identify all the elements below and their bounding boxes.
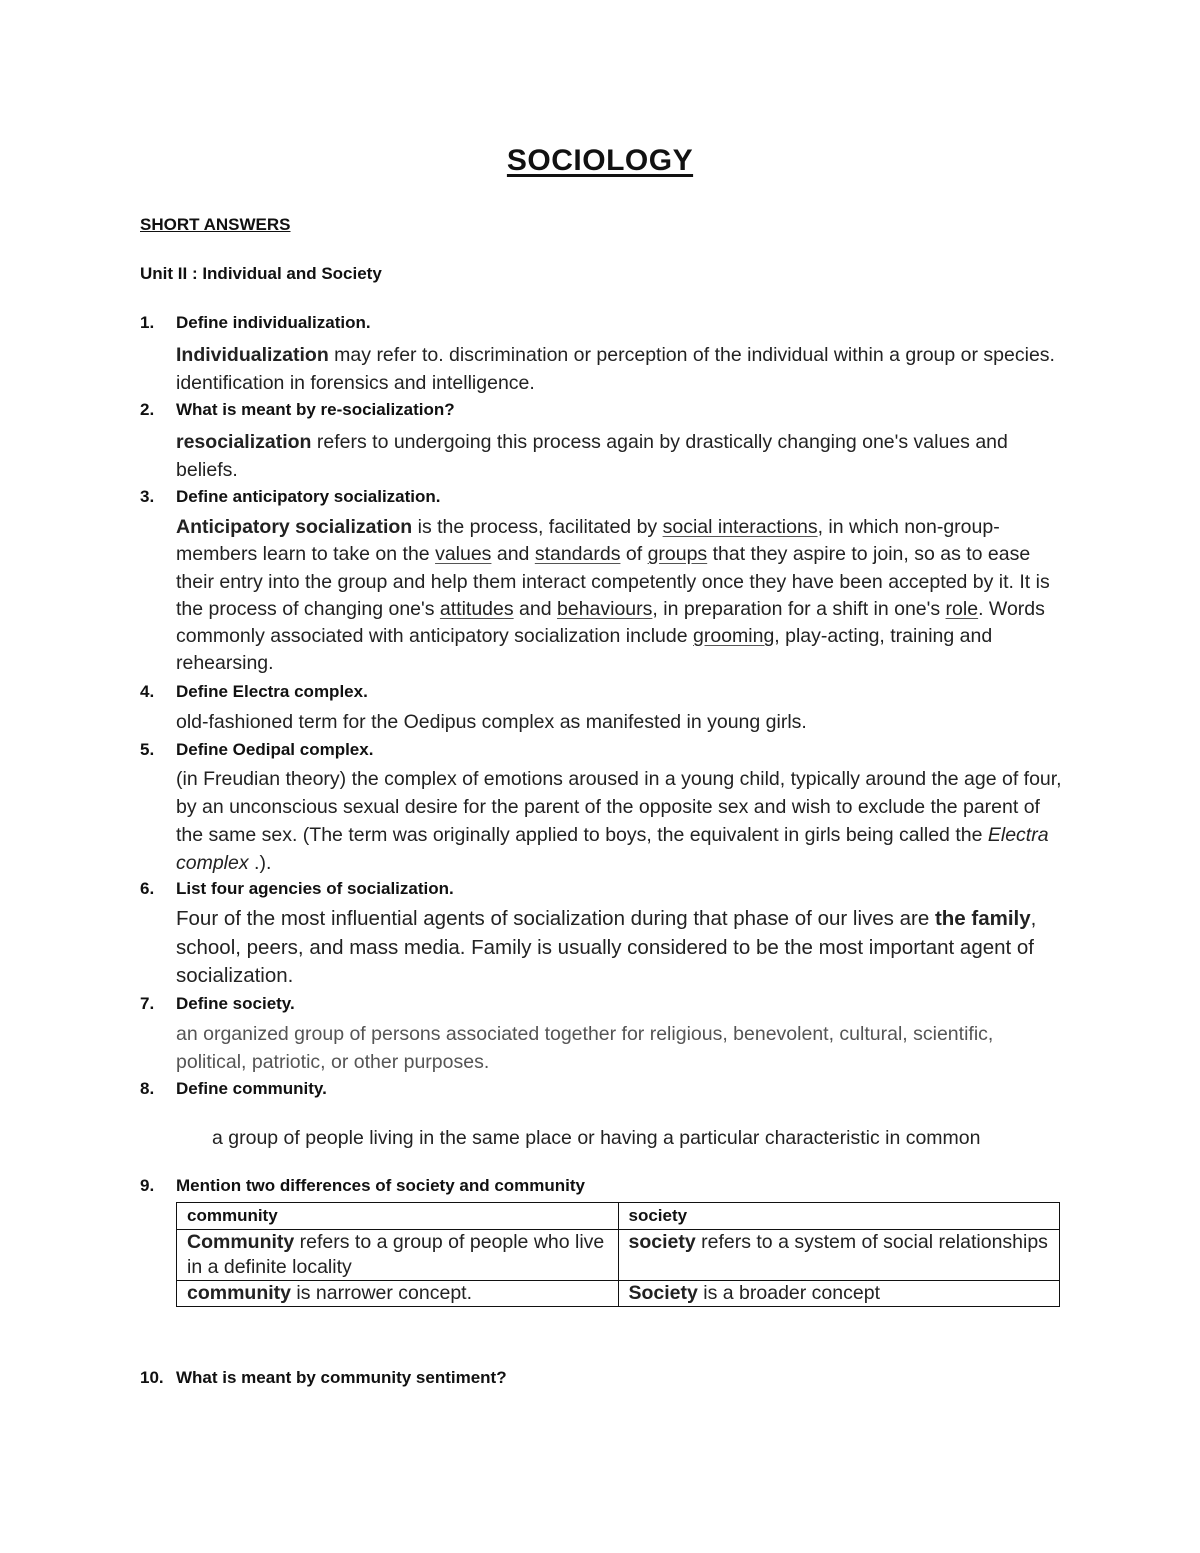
question-number: 3. <box>140 487 155 506</box>
cell-text: refers to a group of people who live in a definite locality <box>187 1231 605 1278</box>
question-number: 2. <box>140 400 155 419</box>
table-header-cell: community <box>177 1203 619 1230</box>
link-standards[interactable]: standards <box>534 543 621 566</box>
question-number: 8. <box>140 1079 155 1098</box>
page-title: SOCIOLOGY <box>506 144 694 177</box>
table-row <box>177 1281 1060 1307</box>
question-1 <box>140 313 371 333</box>
link-social-interactions[interactable]: social interactions <box>662 516 818 538</box>
question-number: 10. <box>140 1368 164 1387</box>
question-number: 6. <box>140 879 155 898</box>
table-cell <box>618 1230 1060 1281</box>
answer-text: may refer to. discrimination or perception of the individual within a group or species. identification in forensics and intelligence. <box>176 344 1055 394</box>
table-row <box>177 1230 1060 1281</box>
question-6 <box>140 879 454 899</box>
question-number: 9. <box>140 1176 155 1195</box>
answer-text: , in preparation for a shift in one's <box>652 597 946 620</box>
cell-term: community <box>187 1282 292 1304</box>
answer-term: Anticipatory socialization <box>176 516 413 538</box>
link-behaviours[interactable]: behaviours <box>557 597 653 620</box>
unit-heading: Unit II : Individual and Society <box>140 264 382 283</box>
link-values[interactable]: values <box>435 543 492 566</box>
link-attitudes[interactable]: attitudes <box>439 597 514 620</box>
answer-text: and <box>491 543 535 566</box>
answer-8: a group of people living in the same place or having a particular characteristic in common <box>212 1127 981 1149</box>
cell-term: Society <box>628 1282 698 1304</box>
cell-text: is a broader concept <box>697 1282 880 1304</box>
answer-text: (in Freudian theory) the complex of emotions aroused in a young child, typically around the age of four, by an unconscious sexual desire for the parent of the opposite sex and wish to exclude the parent of the same sex. (The term was originally applied to boys, the equivalent in girls being called the <box>176 768 1062 846</box>
answer-text: , play-acting, training and rehearsing. <box>176 625 993 675</box>
cell-text: refers to a system of social relationships <box>695 1231 1048 1253</box>
answer-1 <box>176 341 1066 397</box>
answer-text: of <box>620 543 648 566</box>
answer-4: old-fashioned term for the Oedipus complex as manifested in young girls. <box>176 711 807 733</box>
answer-text: Four of the most influential agents of socialization during that phase of our lives are <box>176 907 935 930</box>
answer-text: and <box>513 597 557 620</box>
question-text: Define individualization. <box>176 313 371 332</box>
question-4 <box>140 682 368 702</box>
cell-text: is narrower concept. <box>291 1282 473 1304</box>
answer-3 <box>176 514 1066 678</box>
answer-text: that they aspire to join, so as to ease their entry into the group and help them interact competently once they have been accepted by it. It is the process of changing one's <box>176 543 1050 620</box>
link-groups[interactable]: groups <box>647 543 708 566</box>
question-text: Define society. <box>176 994 295 1013</box>
question-number: 5. <box>140 740 155 759</box>
question-10 <box>140 1368 507 1388</box>
answer-term: resocialization <box>176 431 312 453</box>
answer-text: .). <box>248 852 272 874</box>
table-cell <box>618 1281 1060 1307</box>
answer-term: the family <box>934 907 1031 930</box>
answer-text: , in which non-group-members learn to take on the <box>176 516 1000 566</box>
table-header-row <box>177 1203 1060 1230</box>
question-2 <box>140 400 455 420</box>
question-7 <box>140 994 295 1014</box>
question-text: List four agencies of socialization. <box>176 879 454 898</box>
question-text: Mention two differences of society and community <box>176 1176 585 1195</box>
section-heading: SHORT ANSWERS <box>140 215 291 234</box>
link-grooming[interactable]: grooming <box>693 625 775 648</box>
answer-text: , school, peers, and mass media. Family is usually considered to be the most important agent of socialization. <box>176 907 1037 987</box>
table-cell <box>177 1281 619 1307</box>
answer-5 <box>176 765 1066 877</box>
table-header-cell: society <box>618 1203 1060 1230</box>
link-role[interactable]: role <box>945 597 979 620</box>
question-text: Define Oedipal complex. <box>176 740 374 759</box>
answer-2 <box>176 428 1066 484</box>
question-number: 4. <box>140 682 155 701</box>
question-9 <box>140 1176 585 1196</box>
answer-emphasis: Electra complex <box>176 824 1049 874</box>
question-text: Define community. <box>176 1079 327 1098</box>
question-number: 1. <box>140 313 155 332</box>
question-8 <box>140 1079 327 1099</box>
cell-term: Community <box>187 1231 295 1253</box>
question-5 <box>140 740 373 760</box>
answer-7: an organized group of persons associated together for religious, benevolent, cultural, scientific, political, patriotic, or other purposes. <box>176 1023 994 1073</box>
question-number: 7. <box>140 994 155 1013</box>
answer-term: Individualization <box>176 344 329 366</box>
answer-text: refers to undergoing this process again by drastically changing one's values and beliefs. <box>176 431 1008 481</box>
question-text: Define Electra complex. <box>176 682 368 701</box>
comparison-table <box>176 1202 1060 1307</box>
question-text: What is meant by re-socialization? <box>176 400 455 419</box>
question-text: Define anticipatory socialization. <box>176 487 441 506</box>
question-text: What is meant by community sentiment? <box>176 1368 507 1387</box>
cell-term: society <box>628 1231 696 1253</box>
question-3 <box>140 487 441 507</box>
answer-text: is the process, facilitated by <box>412 516 663 538</box>
answer-6 <box>176 905 1066 991</box>
table-cell <box>177 1230 619 1281</box>
answer-text: . Words commonly associated with anticipatory socialization include <box>176 597 1045 648</box>
